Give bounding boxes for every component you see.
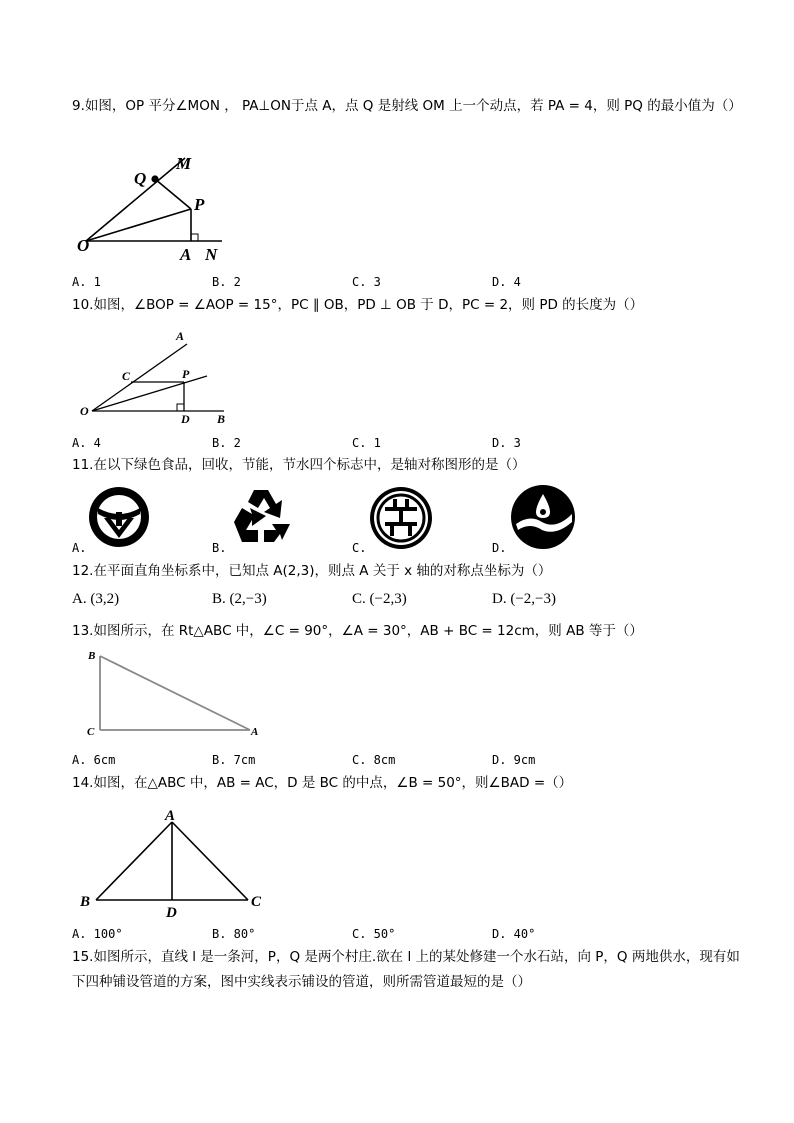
q10-figure xyxy=(72,326,242,426)
q14-figure xyxy=(76,804,276,922)
q9-label-n: N xyxy=(205,245,218,264)
question-11-text: 11.在以下绿色食品，回收，节能，节水四个标志中，是轴对称图形的是（） xyxy=(72,457,526,473)
q11-option-b[interactable]: B. xyxy=(212,541,227,555)
q14-option-b[interactable]: B. 80° xyxy=(212,927,256,941)
q11-option-a[interactable]: A. xyxy=(72,541,87,555)
question-13-text: 13.如图所示，在 Rt△ABC 中，∠C = 90°，∠A = 30°，AB + BC = 12cm，则 AB 等于（） xyxy=(72,623,643,639)
q10-label-p: P xyxy=(182,367,190,381)
q14-label-c: C xyxy=(251,894,262,910)
question-10-text: 10.如图，∠BOP = ∠AOP = 15°，PC ∥ OB，PD ⊥ OB 于 D，PC = 2，则 PD 的长度为（） xyxy=(72,297,644,313)
q13-option-c[interactable]: C. 8cm xyxy=(352,753,396,767)
q10-label-o: O xyxy=(80,404,89,418)
q11-option-d[interactable]: D. xyxy=(492,541,507,555)
q13-option-b[interactable]: B. 7cm xyxy=(212,753,256,767)
q13-option-a[interactable]: A. 6cm xyxy=(72,753,116,767)
q9-option-d[interactable]: D. 4 xyxy=(492,275,521,289)
q10-label-d: D xyxy=(181,412,190,426)
q9-label-p: P xyxy=(194,195,205,214)
q14-label-a: A xyxy=(165,808,176,824)
q9-label-m: M xyxy=(176,154,192,173)
q9-figure xyxy=(72,150,242,266)
q12-option-c[interactable]: C. (−2,3) xyxy=(352,591,407,607)
q12-option-b[interactable]: B. (2,−3) xyxy=(212,591,267,607)
q10-label-a: A xyxy=(176,329,185,343)
q13-figure xyxy=(84,646,264,742)
q12-options xyxy=(72,591,752,613)
q10-option-a[interactable]: A. 4 xyxy=(72,436,101,450)
q9-option-b[interactable]: B. 2 xyxy=(212,275,241,289)
q9-label-a: A xyxy=(180,245,192,264)
q13-label-c: C xyxy=(87,726,95,738)
q13-option-d[interactable]: D. 9cm xyxy=(492,753,536,767)
question-12-text: 12.在平面直角坐标系中，已知点 A(2,3)，则点 A 关于 x 轴的对称点坐标为（） xyxy=(72,563,552,579)
green-food-logo-icon xyxy=(88,486,150,548)
q10-label-c: C xyxy=(122,369,131,383)
q10-option-c[interactable]: C. 1 xyxy=(352,436,381,450)
q9-label-q: Q xyxy=(134,169,147,188)
q9-label-o: O xyxy=(77,236,90,255)
q10-label-b: B xyxy=(217,412,226,426)
q14-label-d: D xyxy=(166,905,177,921)
q14-option-d[interactable]: D. 40° xyxy=(492,927,536,941)
q13-label-a: A xyxy=(251,726,259,738)
recycle-icon xyxy=(228,486,294,548)
q10-option-d[interactable]: D. 3 xyxy=(492,436,521,450)
q14-option-c[interactable]: C. 50° xyxy=(352,927,396,941)
question-14-text: 14.如图，在△ABC 中，AB = AC，D 是 BC 的中点，∠B = 50°，则∠BAD =（） xyxy=(72,775,573,791)
q11-option-c[interactable]: C. xyxy=(352,541,367,555)
q9-option-a[interactable]: A. 1 xyxy=(72,275,101,289)
q14-option-a[interactable]: A. 100° xyxy=(72,927,123,941)
q13-label-b: B xyxy=(88,650,96,662)
q10-option-b[interactable]: B. 2 xyxy=(212,436,241,450)
q12-option-d[interactable]: D. (−2,−3) xyxy=(492,591,556,607)
question-9-text: 9.如图，OP 平分∠MON ， PA⊥ON于点 A，点 Q 是射线 OM 上一个动点，若 PA = 4，则 PQ 的最小值为（） xyxy=(72,98,742,114)
q12-option-a[interactable]: A. (3,2) xyxy=(72,591,120,607)
question-15-text: 15.如图所示，直线 l 是一条河，P，Q 是两个村庄.欲在 l 上的某处修建一个水石站，向 P，Q 两地供水，现有如下四种铺设管道的方案，图中实线表示铺设的管道，则所需管道最短的是（） xyxy=(72,949,740,990)
q9-option-c[interactable]: C. 3 xyxy=(352,275,381,289)
q14-label-b: B xyxy=(80,894,91,910)
